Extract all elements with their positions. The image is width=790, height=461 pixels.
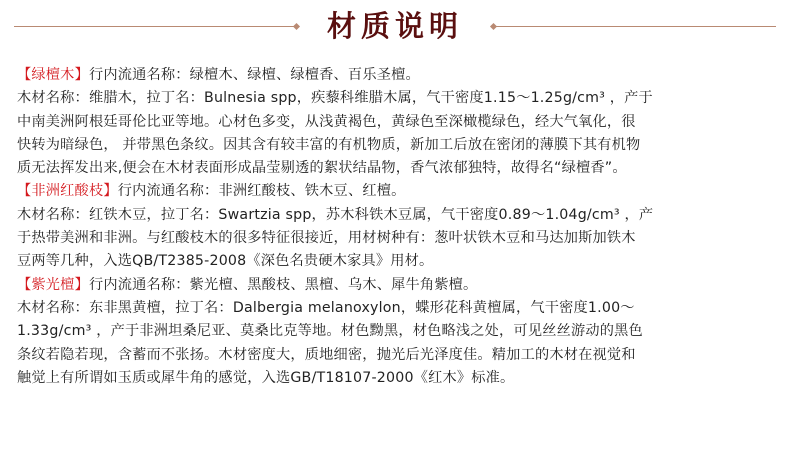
- description-line: 木材名称：东非黑黄檀，拉丁名：Dalbergia melanoxylon，蝶形花科黄檀属，气干密度1.00～: [17, 299, 635, 316]
- trade-name-label: 行内流通名称：: [88, 276, 190, 293]
- wood-name: 绿檀木: [31, 67, 75, 83]
- description-line: 中南美洲阿根廷哥伦比亚等地。心材色多变，从浅黄褐色，黄绿色至深橄榄绿色，经大气氧化，很: [17, 113, 636, 130]
- description-line: 1.33g/cm³ ，产于非洲坦桑尼亚、莫桑比克等地。材色黝黑，材色略浅之处，可见丝丝游动的黑色: [17, 323, 643, 340]
- description-line: 木材名称：维腊木，拉丁名：Bulnesia spp，疾藜科维腊木属，气干密度1.15～1.25g/cm³ ，产于: [17, 90, 653, 107]
- description-line: 质无法挥发出来,便会在木材表面形成晶莹剔透的絮状结晶物，香气浓郁独特，故得名“绿檀香”。: [17, 160, 627, 177]
- description-line: 快转为暗绿色， 并带黑色条纹。因其含有较丰富的有机物质，新加工后放在密闭的薄膜下其有机物: [17, 136, 641, 153]
- description-line: 条纹若隐若现，含蓄而不张扬。木材密度大，质地细密，抛光后光泽度佳。精加工的木材在视觉和: [17, 346, 636, 363]
- trade-names: 绿檀木、绿檀、绿檀香、百乐圣檀。: [189, 67, 420, 83]
- trade-name-label: 行内流通名称：: [88, 67, 190, 83]
- divider-right: [494, 26, 776, 27]
- material-description: [17, 64, 775, 390]
- header: [0, 0, 790, 52]
- bracket-close: 】: [74, 67, 89, 83]
- section-heading: [17, 274, 775, 297]
- description-line: 豆两等几种，入选QB/T2385-2008《深色名贵硬木家具》用材。: [17, 253, 434, 270]
- bracket-close: 】: [74, 276, 89, 293]
- description-line: 木材名称：红铁木豆，拉丁名：Swartzia spp，苏木科铁木豆属，气干密度0.89～1.04g/cm³ ，产: [17, 206, 654, 223]
- bracket-close: 】: [103, 183, 118, 200]
- section-heading: [17, 180, 775, 203]
- wood-name: 非洲红酸枝: [31, 183, 104, 200]
- trade-name-label: 行内流通名称：: [117, 183, 219, 200]
- description-line: 触觉上有所谓如玉质或犀牛角的感觉，入选GB/T18107-2000《红木》标准。: [17, 369, 515, 386]
- wood-name: 紫光檀: [31, 276, 75, 293]
- description-line: 于热带美洲和非洲。与红酸枝木的很多特征很接近，用材树种有：葱叶状铁木豆和马达加斯加铁木: [17, 230, 636, 247]
- bracket-open: 【: [17, 67, 32, 83]
- section-heading: [17, 64, 775, 87]
- bracket-open: 【: [17, 276, 32, 293]
- trade-names: 紫光檀、黑酸枝、黑檀、乌木、犀牛角紫檀。: [189, 276, 478, 293]
- trade-names: 非洲红酸枝、铁木豆、红檀。: [218, 183, 406, 200]
- divider-left: [14, 26, 296, 27]
- page-title: 材质说明: [326, 9, 463, 43]
- bracket-open: 【: [17, 183, 32, 200]
